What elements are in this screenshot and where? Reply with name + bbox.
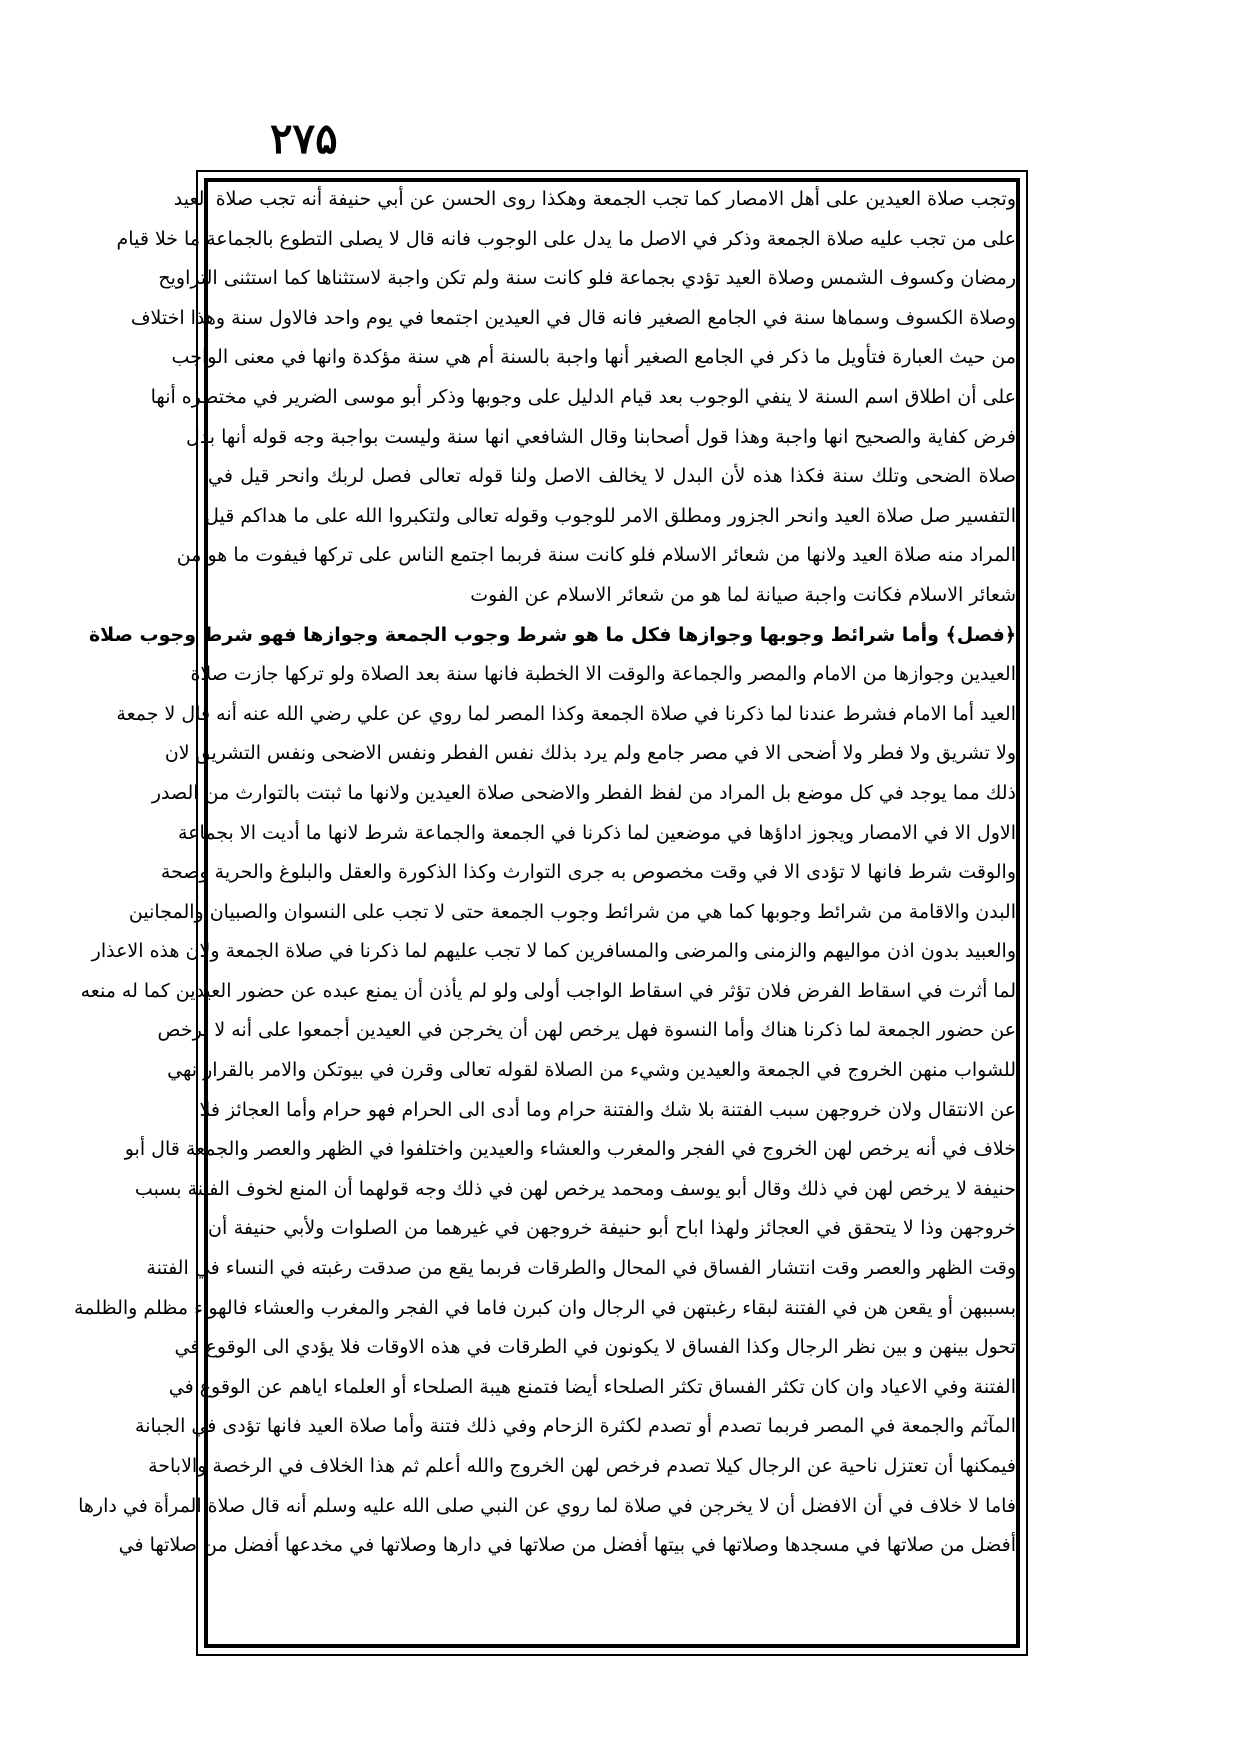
text-line: بسببهن أو يقعن هن في الفتنة لبقاء رغبتهن في الرجال وان كبرن فاما في الفجر والمغرب والعشاء فالهواء مظلم والظلمة [74,1296,1016,1319]
text-line: وصلاة الكسوف وسماها سنة في الجامع الصغير فانه قال في العيدين اجتمعا في يوم واحد فالاول سنة وهذا اختلاف [130,306,1016,329]
body-text [74,180,1016,1646]
text-line: خروجهن وذا لا يتحقق في العجائز ولهذا اباح أبو حنيفة خروجهن في غيرهما من الصلوات ولأبي حنيفة أن [208,1217,1016,1240]
text-line: شعائر الاسلام فكانت واجبة صيانة لما هو من شعائر الاسلام عن الفوت [470,583,1016,606]
text-line: من حيث العبارة فتأويل ما ذكر في الجامع الصغير أنها واجبة بالسنة أم هي سنة مؤكدة وانها في معنى الواجب [171,346,1016,369]
text-line [208,1566,1016,1606]
text-line: الاول الا في الامصار ويجوز اداؤها في موضعين لما ذكرنا في الجمعة والجماعة شرط لانها ما أديت الا بجماعة [178,821,1016,844]
text-line: فيمكنها أن تعتزل ناحية عن الرجال كيلا تصدم فرخص لهن الخروج والله أعلم ثم هذا الخلاف في الرخصة والاباحة [148,1455,1016,1477]
text-line: رمضان وكسوف الشمس وصلاة العيد تؤدي بجماعة فلو كانت سنة ولم تكن واجبة لاستثناها كما استثنى التراويح [158,267,1016,290]
text-line: فاما لا خلاف في أن الافضل أن لا يخرجن في صلاة لما روي عن النبي صلى الله عليه وسلم أنه قال صلاة المرأة في دارها [78,1494,1016,1517]
text-line: خلاف في أنه يرخص لهن الخروج في الفجر والمغرب والعشاء والعيدين واختلفوا في الظهر والعصر والجمعة قال أبو [124,1138,1016,1161]
text-line: الفتنة وفي الاعياد وان كان تكثر الفساق تكثر الصلحاء أيضا فتمنع هيبة الصلحاء أو العلماء اياهم عن الوقوع في [168,1375,1016,1398]
text-line: التفسير صل صلاة العيد وانحر الجزور ومطلق الامر للوجوب وقوله تعالى ولتكبروا الله على ما هداكم قيل [205,504,1016,527]
text-line: أفضل من صلاتها في مسجدها وصلاتها في بيتها أفضل من صلاتها في دارها وصلاتها في مخدعها أفضل من صلاتها في [118,1534,1016,1557]
text-line: وقت الظهر والعصر وقت انتشار الفساق في المحال والطرقات فربما يقع من صدقت رغبته في النساء في الفتنة [146,1257,1016,1280]
text-line: حنيفة لا يرخص لهن في ذلك وقال أبو يوسف ومحمد يرخص لهن في ذلك وجه قولهما أن المنع لخوف الفتنة بسبب [134,1177,1016,1200]
text-line: العيد أما الامام فشرط عندنا لما ذكرنا في صلاة الجمعة وكذا المصر لما روي عن علي رضي الله عنه أنه قال لا جمعة [116,702,1016,725]
text-line: ولا تشريق ولا فطر ولا أضحى الا في مصر جامع ولم يرد بذلك نفس الفطر ونفس الاضحى ونفس التشريق لان [164,742,1016,765]
text-line: عن الانتقال ولان خروجهن سبب الفتنة بلا شك والفتنة حرام وما أدى الى الحرام فهو حرام وأما العجائز فلا [199,1098,1016,1121]
text-line: المآثم والجمعة في المصر فربما تصدم أو تصدم لكثرة الزحام وفي ذلك فتنة وأما صلاة العيد فانها تؤدى في الجبانة [135,1415,1016,1438]
text-line: المراد منه صلاة العيد ولانها من شعائر الاسلام فلو كانت سنة فربما اجتمع الناس على تركها فيفوت ما هو من [176,544,1016,567]
text-line: لما أثرت في اسقاط الفرض فلان تؤثر في اسقاط الواجب أولى ولو لم يأذن أن يمنع عبده عن حضور العيدين كما له منعه [80,979,1016,1002]
text-line: وتجب صلاة العيدين على أهل الامصار كما تجب الجمعة وهكذا روى الحسن عن أبي حنيفة أنه تجب صلاة العيد [173,188,1016,210]
text-line: فرض كفاية والصحيح انها واجبة وهذا قول أصحابنا وقال الشافعي انها سنة وليست بواجبة وجه قوله أنها بدل [186,425,1016,448]
text-line: عن حضور الجمعة لما ذكرنا هناك وأما النسوة فهل يرخص لهن أن يخرجن في العيدين أجمعوا على أنه لا يرخص [157,1019,1016,1042]
text-line: والوقت شرط فانها لا تؤدى الا في وقت مخصوص به جرى التوارث وكذا الذكورة والعقل والبلوغ والحرية وصحة [160,861,1016,884]
text-frame [74,170,1028,1656]
page-number: ۲۷۵ [270,114,338,163]
text-line: على أن اطلاق اسم السنة لا ينفي الوجوب بعد قيام الدليل على وجوبها وذكر أبو موسى الضرير في مختصره أنها [150,385,1016,408]
text-line: على من تجب عليه صلاة الجمعة وذكر في الاصل ما يدل على الوجوب فانه قال لا يصلى التطوع بالجماعة ما خلا قيام [116,227,1016,250]
text-line: للشواب منهن الخروج في الجمعة والعيدين وشيء من الصلاة لقوله تعالى وقرن في بيوتكن والامر بالقرار نهي [167,1059,1016,1082]
text-line: تحول بينهن و بين نظر الرجال وكذا الفساق لا يكونون في الطرقات في هذه الاوقات فلا يؤدي الى الوقوع في [174,1336,1016,1359]
text-line: العيدين وجوازها من الامام والمصر والجماعة والوقت الا الخطبة فانها سنة بعد الصلاة ولو تركها جازت صلاة [190,663,1016,686]
section-heading-line: ﴿فصل﴾ وأما شرائط وجوبها وجوازها فكل ما هو شرط وجوب الجمعة وجوازها فهو شرط وجوب صلاة [88,623,1016,646]
text-line: ذلك مما يوجد في كل موضع بل المراد من لفظ الفطر والاضحى صلاة العيدين ولانها ما ثبتت بالتوارث من الصدر [151,781,1016,804]
text-line: البدن والاقامة من شرائط وجوبها كما هي من شرائط وجوب الجمعة حتى لا تجب على النسوان والصبيان والمجانين [128,900,1016,923]
text-line: والعبيد بدون اذن مواليهم والزمنى والمرضى والمسافرين كما لا تجب عليهم لما ذكرنا في صلاة الجمعة ولان هذه الاعذار [91,940,1016,963]
text-line: صلاة الضحى وتلك سنة فكذا هذه لأن البدل لا يخالف الاصل ولنا قوله تعالى فصل لربك وانحر قيل في [208,465,1016,488]
